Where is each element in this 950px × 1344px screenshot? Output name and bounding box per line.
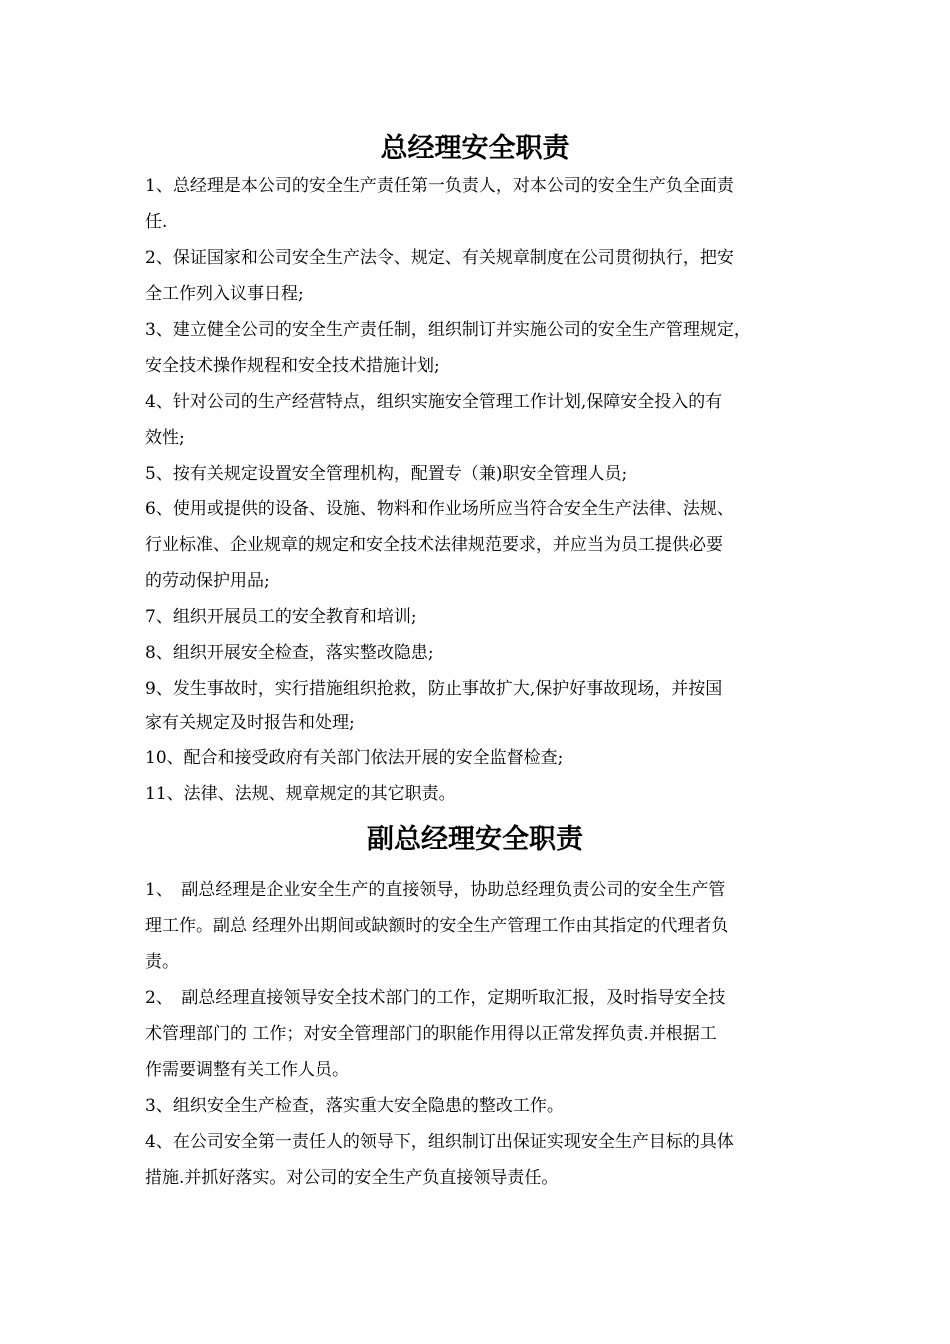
paragraph-line: 理工作。副总 经理外出期间或缺额时的安全生产管理工作由其指定的代理者负 — [145, 916, 729, 936]
paragraph-line: 的劳动保护用品; — [145, 571, 270, 591]
paragraph-line: 措施.并抓好落实。对公司的安全生产负直接领导责任。 — [145, 1168, 559, 1188]
section-title-general-manager: 总经理安全职责 — [380, 133, 570, 164]
paragraph-line: 1、 副总经理是企业安全生产的直接领导，协助总经理负责公司的安全生产管 — [145, 880, 726, 900]
paragraph-line: 行业标准、企业规章的规定和安全技术法律规范要求，并应当为员工提供必要 — [145, 535, 723, 555]
paragraph-line: 3、组织安全生产检查，落实重大安全隐患的整改工作。 — [145, 1096, 564, 1116]
paragraph-line: 术管理部门的 工作；对安全管理部门的职能作用得以正常发挥负责.并根据工 — [145, 1024, 717, 1044]
paragraph-line: 作需要调整有关工作人员。 — [145, 1060, 349, 1080]
paragraph-line: 4、针对公司的生产经营特点，组织实施安全管理工作计划,保障安全投入的有 — [145, 392, 723, 412]
paragraph-line: 家有关规定及时报告和处理; — [145, 713, 355, 733]
paragraph-line: 7、组织开展员工的安全教育和培训; — [145, 607, 417, 627]
paragraph-line: 2、 副总经理直接领导安全技术部门的工作，定期听取汇报，及时指导安全技 — [145, 988, 726, 1008]
paragraph-line: 2、保证国家和公司安全生产法令、规定、有关规章制度在公司贯彻执行，把安 — [145, 248, 734, 268]
paragraph-line: 6、使用或提供的设备、设施、物料和作业场所应当符合安全生产法律、法规、 — [145, 499, 734, 519]
paragraph-line: 10、配合和接受政府有关部门依法开展的安全监督检查; — [145, 748, 564, 768]
paragraph-line: 4、在公司安全第一责任人的领导下，组织制订出保证实现安全生产目标的具体 — [145, 1132, 734, 1152]
paragraph-line: 9、发生事故时，实行措施组织抢救，防止事故扩大,保护好事故现场，并按国 — [145, 679, 723, 699]
paragraph-line: 责。 — [145, 952, 179, 972]
paragraph-line: 全工作列入议事日程; — [145, 284, 304, 304]
paragraph-line: 任. — [145, 212, 168, 232]
paragraph-line: 1、总经理是本公司的安全生产责任第一负责人，对本公司的安全生产负全面责 — [145, 176, 734, 196]
paragraph-line: 3、建立健全公司的安全生产责任制，组织制订并实施公司的安全生产管理规定， — [145, 320, 751, 340]
paragraph-line: 安全技术操作规程和安全技术措施计划; — [145, 356, 440, 376]
section-title-deputy-general-manager: 副总经理安全职责 — [367, 824, 583, 855]
paragraph-line: 8、组织开展安全检查，落实整改隐患; — [145, 643, 434, 663]
paragraph-line: 效性; — [145, 428, 185, 448]
paragraph-line: 11、法律、法规、规章规定的其它职责。 — [145, 784, 456, 804]
paragraph-line: 5、按有关规定设置安全管理机构，配置专（兼)职安全管理人员; — [145, 464, 628, 484]
